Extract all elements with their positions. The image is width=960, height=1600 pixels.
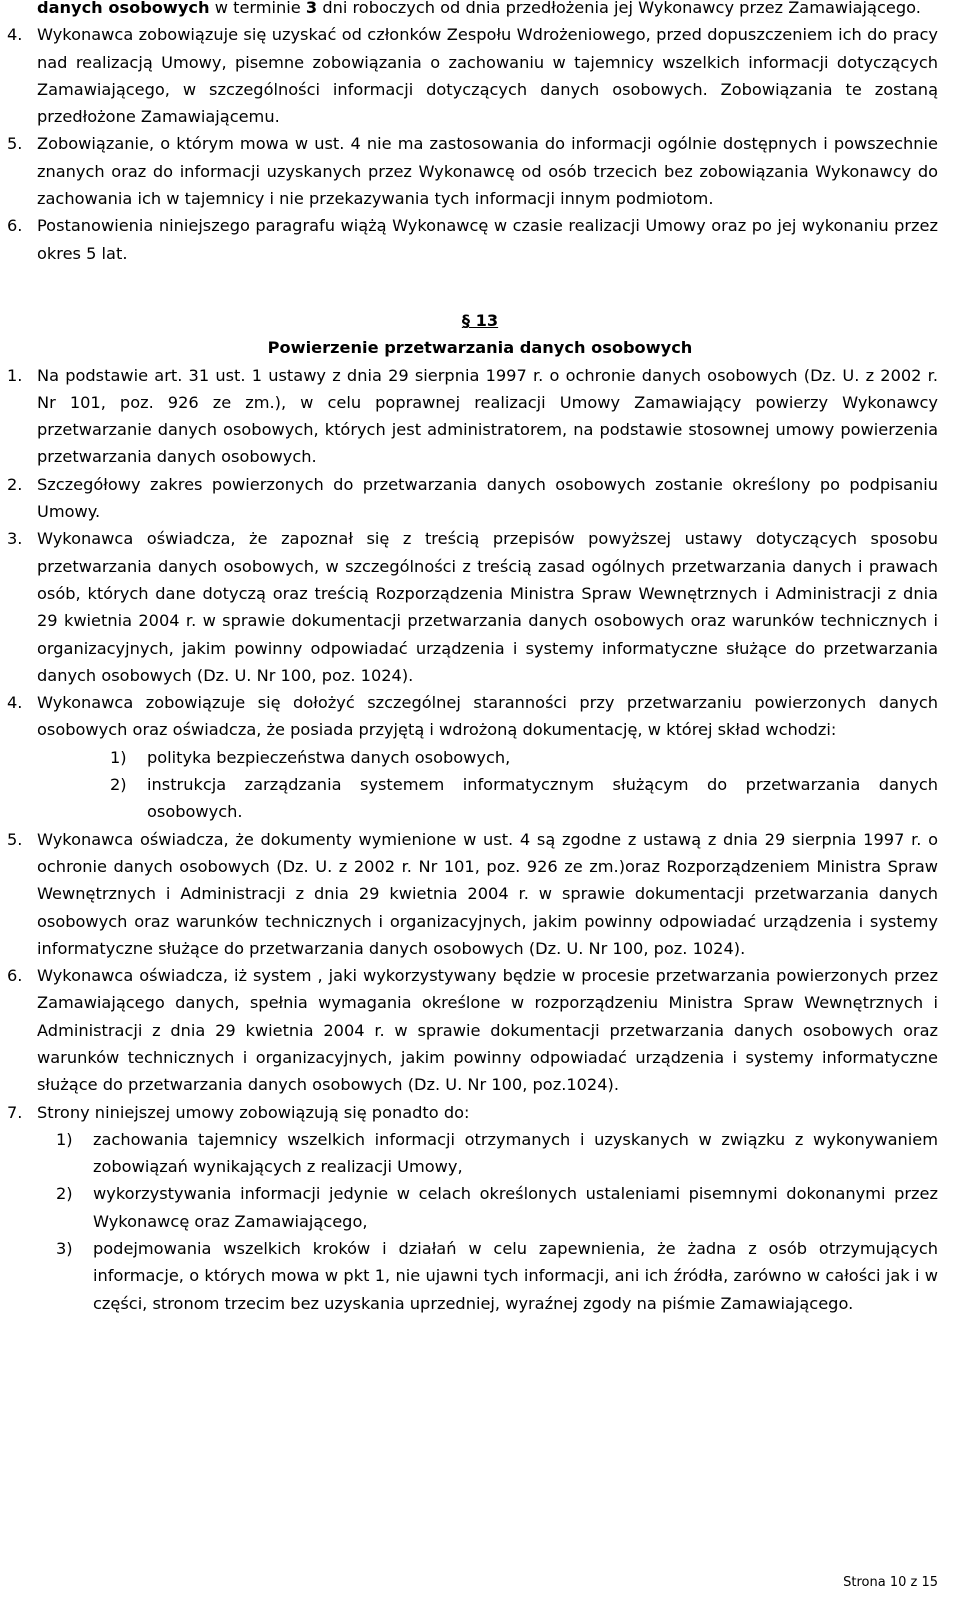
point-7-item-3: 3) podejmowania wszelkich kroków i działań w celu zapewnienia, że żadna z osób otrzymujących informacje, o których mowa w pkt 1, nie ujawni tych informacji, ani ich źródła, zarówno w całości jak i w części, stronom trzecim bez uzyskania uprzedniej, wyraźnej zgody na piśmie Zamawiającego. [56,1239,938,1313]
point-4-item-2: 2) instrukcja zarządzania systemem informatycznym służącym do przetwarzania danych osobowych. [110,775,938,822]
prev-point-4: 4. Wykonawca zobowiązuje się uzyskać od członków Zespołu Wdrożeniowego, przed dopuszczeniem ich do pracy nad realizacją Umowy, pisemne zobowiązania o zachowaniu w tajemnicy wszelkich informacji dotyczących Zamawiającego, w szczególności informacji dotyczących danych osobowych. Zobowiązania te zostaną przedłożone Zamawiającemu. [7,25,938,127]
point-4-item-1: 1) polityka bezpieczeństwa danych osobowych, [110,747,511,767]
point-5: 5. Wykonawca oświadcza, że dokumenty wymienione w ust. 4 są zgodne z ustawą z dnia 29 sierpnia 1997 r. o ochronie danych osobowych (Dz. U. z 2002 r. Nr 101, poz. 926 ze zm.)oraz Rozporządzeniem Ministra Spraw Wewnętrznych i Administracji z dnia 29 kwietnia 2004 r. w sprawie dokumentacji przetwarzania danych osobowych oraz warunków technicznych i organizacyjnych, jakim powinny odpowiadać urządzenia i systemy informatyczne służące do przetwarzania danych osobowych (Dz. U. Nr 100, poz. 1024). [7,829,938,958]
point-2: 2. Szczegółowy zakres powierzonych do przetwarzania danych osobowych zostanie określony po podpisaniu Umowy. [7,474,938,522]
point-7-item-2: 2) wykorzystywania informacji jedynie w celach określonych ustaleniami pisemnymi dokonanymi przez Wykonawcę oraz Zamawiającego, [56,1184,938,1231]
spacer [0,267,960,307]
point-6: 6. Wykonawca oświadcza, iż system , jaki wykorzystywany będzie w procesie przetwarzania powierzonych przez Zamawiającego danych, spełnia wymagania określone w rozporządzeniu Ministra Spraw Wewnętrznych i Administracji z dnia 29 kwietnia 2004 r. w sprawie dokumentacji przetwarzania danych osobowych oraz warunków technicznych i organizacyjnych, jakim powinny odpowiadać urządzenia i systemy informatyczne służące do przetwarzania danych osobowych (Dz. U. Nr 100, poz.1024). [7,966,938,1095]
section-number: § 13 [461,310,499,330]
prev-point-5: 5. Zobowiązanie, o którym mowa w ust. 4 nie ma zastosowania do informacji ogólnie dostępnych i powszechnie znanych oraz do informacji uzyskanych przez Wykonawcę od osób trzecich bez zobowiązania Wykonawcy do zachowania ich w tajemnicy i nie przekazywania tych informacji innym podmiotom. [7,134,938,209]
continuation-paragraph: danych osobowych w terminie 3 dni roboczych od dnia przedłożenia jej Wykonawcy przez Zamawiającego. [37,0,921,17]
prev-point-6: 6. Postanowienia niniejszego paragrafu wiążą Wykonawcę w czasie realizacji Umowy oraz po jej wykonaniu przez okres 5 lat. [7,216,938,263]
point-4: 4. Wykonawca zobowiązuje się dołożyć szczególnej staranności przy przetwarzaniu powierzonych danych osobowych oraz oświadcza, że posiada przyjętą i wdrożoną dokumentację, w której skład wchodzi: [7,693,938,740]
point-7: 7. Strony niniejszej umowy zobowiązują się ponadto do: [7,1102,470,1122]
section-title: Powierzenie przetwarzania danych osobowych [267,338,693,358]
point-3: 3. Wykonawca oświadcza, że zapoznał się z treścią przepisów powyższej ustawy dotyczących sposobu przetwarzania danych osobowych, w szczególności z treścią zasad ogólnych przetwarzania danych i prawach osób, których dane dotyczą oraz treścią Rozporządzenia Ministra Spraw Wewnętrznych i Administracji z dnia 29 kwietnia 2004 r. w sprawie dokumentacji przetwarzania danych osobowych oraz warunków technicznych i organizacyjnych, jakim powinny odpowiadać urządzenia i systemy informatyczne służące do przetwarzania danych osobowych (Dz. U. Nr 100, poz. 1024). [7,529,938,685]
point-1: 1. Na podstawie art. 31 ust. 1 ustawy z dnia 29 sierpnia 1997 r. o ochronie danych osobowych (Dz. U. z 2002 r. Nr 101, poz. 926 ze zm.), w celu poprawnej realizacji Umowy Zamawiający powierzy Wykonawcy przetwarzanie danych osobowych, których jest administratorem, na podstawie stosownej umowy powierzenia przetwarzania danych osobowych. [7,365,938,467]
page-number-footer: Strona 10 z 15 [843,1575,938,1590]
point-7-item-1: 1) zachowania tajemnicy wszelkich informacji otrzymanych i uzyskanych w związku z wykonywaniem zobowiązań wynikających z realizacji Umowy, [56,1129,938,1177]
bold-start: danych osobowych [37,0,210,17]
